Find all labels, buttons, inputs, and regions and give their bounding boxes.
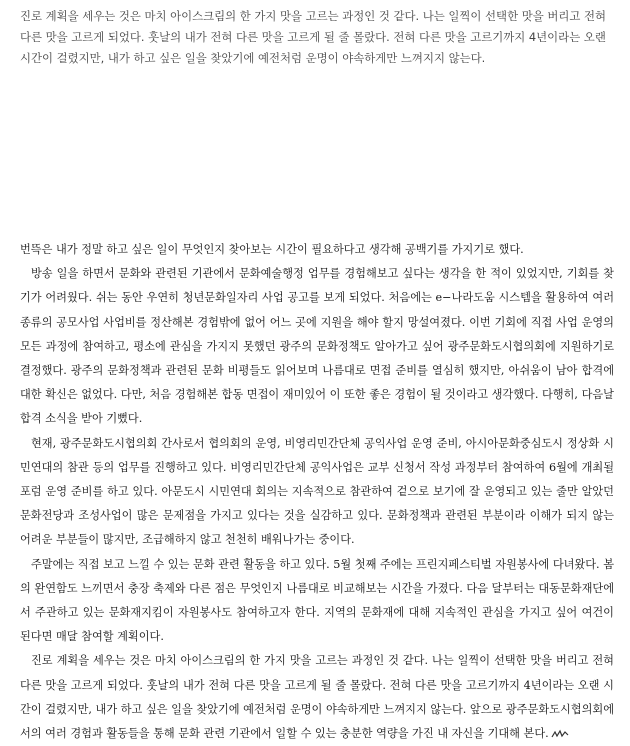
paragraph-4: 주말에는 직접 보고 느낄 수 있는 문화 관련 활동을 하고 있다. 5월 첫째 주에는 프린지페스티벌 자원봉사에 다녀왔다. 봄의 완연함도 느끼면서 충장 축제와 다른 점은 무엇인지 나름대로 비교해보는 시간을 가졌다. 다음 달부터는 대동문화재단에서 주관하고 있는 문화재지킴이 자원봉사도 참여하고자 한다. 지역의 문화재에 대해 지속적인 관심을 가지고 싶어 여건이 된다면 매달 참여할 계획이다.	[20, 557, 614, 644]
paragraph-3: 현재, 광주문화도시협의회 간사로서 협의회의 운영, 비영리민간단체 공익사업 운영 준비, 아시아문화중심도시 정상화 시민연대의 참관 등의 업무를 진행하고 있다. 비영리민간단체 공익사업은 교부 신청서 작성 과정부터 참여하여 6월에 개최될 포럼 운영 준비를 하고 있다. 아문도시 시민연대 회의는 지속적으로 참관하여 겉으로 보기에 잘 운영되고 있는 줄만 알았던 문화전당과 조성사업이 많은 문제점을 가지고 있다는 것을 실감하고 있다. 문화정책과 관련된 부분이라 이해가 되지 않는 어려운 부분들이 많지만, 조급해하지 않고 천천히 배워나가는 중이다.	[20, 436, 614, 547]
paragraph-1: 번뜩은 내가 정말 하고 싶은 일이 무엇인지 찾아보는 시간이 필요하다고 생각해 공백기를 가지기로 했다.	[20, 243, 524, 256]
paragraph-5-text: 진로 계획을 세우는 것은 마치 아이스크림의 한 가지 맛을 고르는 과정인 것 같다. 나는 일찍이 선택한 맛을 버리고 전혀 다른 맛을 고르게 되었다. 훗날의 내가 전혀 다른 맛을 고르게 될 줄 몰랐다. 전혀 다른 맛을 고르기까지 4년이라는 오랜 시간이 걸렸지만, 내가 하고 싶은 일을 찾았기에 예전처럼 운명이 야속하게만 느껴지지 않는다. 앞으로 광주문화도시협의회에서의 여러 경험과 활동들을 통해 문화 관련 기관에서 일할 수 있는 충분한 역량을 가진 내 자신을 기대해 본다.	[20, 654, 614, 741]
pull-quote: 진로 계획을 세우는 것은 마치 아이스크림의 한 가지 맛을 고르는 과정인 것 같다. 나는 일찍이 선택한 맛을 버리고 전혀 다른 맛을 고르게 되었다. 훗날의 내가 전혀 다른 맛을 고르게 될 줄 몰랐다. 전혀 다른 맛을 고르기까지 4년이라는 오랜 시간이 걸렸지만, 내가 하고 싶은 일을 찾았기에 예전처럼 운명이 야속하게만 느껴지지 않는다.	[20, 9, 606, 65]
paragraph-2: 방송 일을 하면서 문화와 관련된 기관에서 문화예술행정 업무를 경험해보고 싶다는 생각을 한 적이 있었지만, 기회를 찾기가 어려웠다. 쉬는 동안 우연히 청년문화일자리 사업 공고를 보게 되었다. 처음에는 e−나라도움 시스템을 활용하여 여러 종류의 공모사업 사업비를 정산해본 경험밖에 없어 어느 곳에 지원을 해야 할지 망설여졌다. 이번 기회에 직접 사업 운영의 모든 과정에 참여하고, 평소에 관심을 가지지 못했던 광주의 문화정책도 알아가고 싶어 광주문화도시협의회에 지원하기로 결정했다. 광주의 문화정책과 관련된 문화 비평들도 읽어보며 나름대로 면접 준비를 열심히 했지만, 아쉬움이 남아 합격에 대한 확신은 없었다. 다만, 처음 경험해본 합동 면접이 재미있어 이 또한 좋은 경험이 될 것이라고 생각했다. 다행히, 다음날 합격 소식을 받아 기뻤다.	[20, 267, 614, 426]
article-body	[20, 238, 614, 746]
signature-end-mark-icon	[551, 729, 569, 739]
paragraph-5	[20, 649, 614, 746]
